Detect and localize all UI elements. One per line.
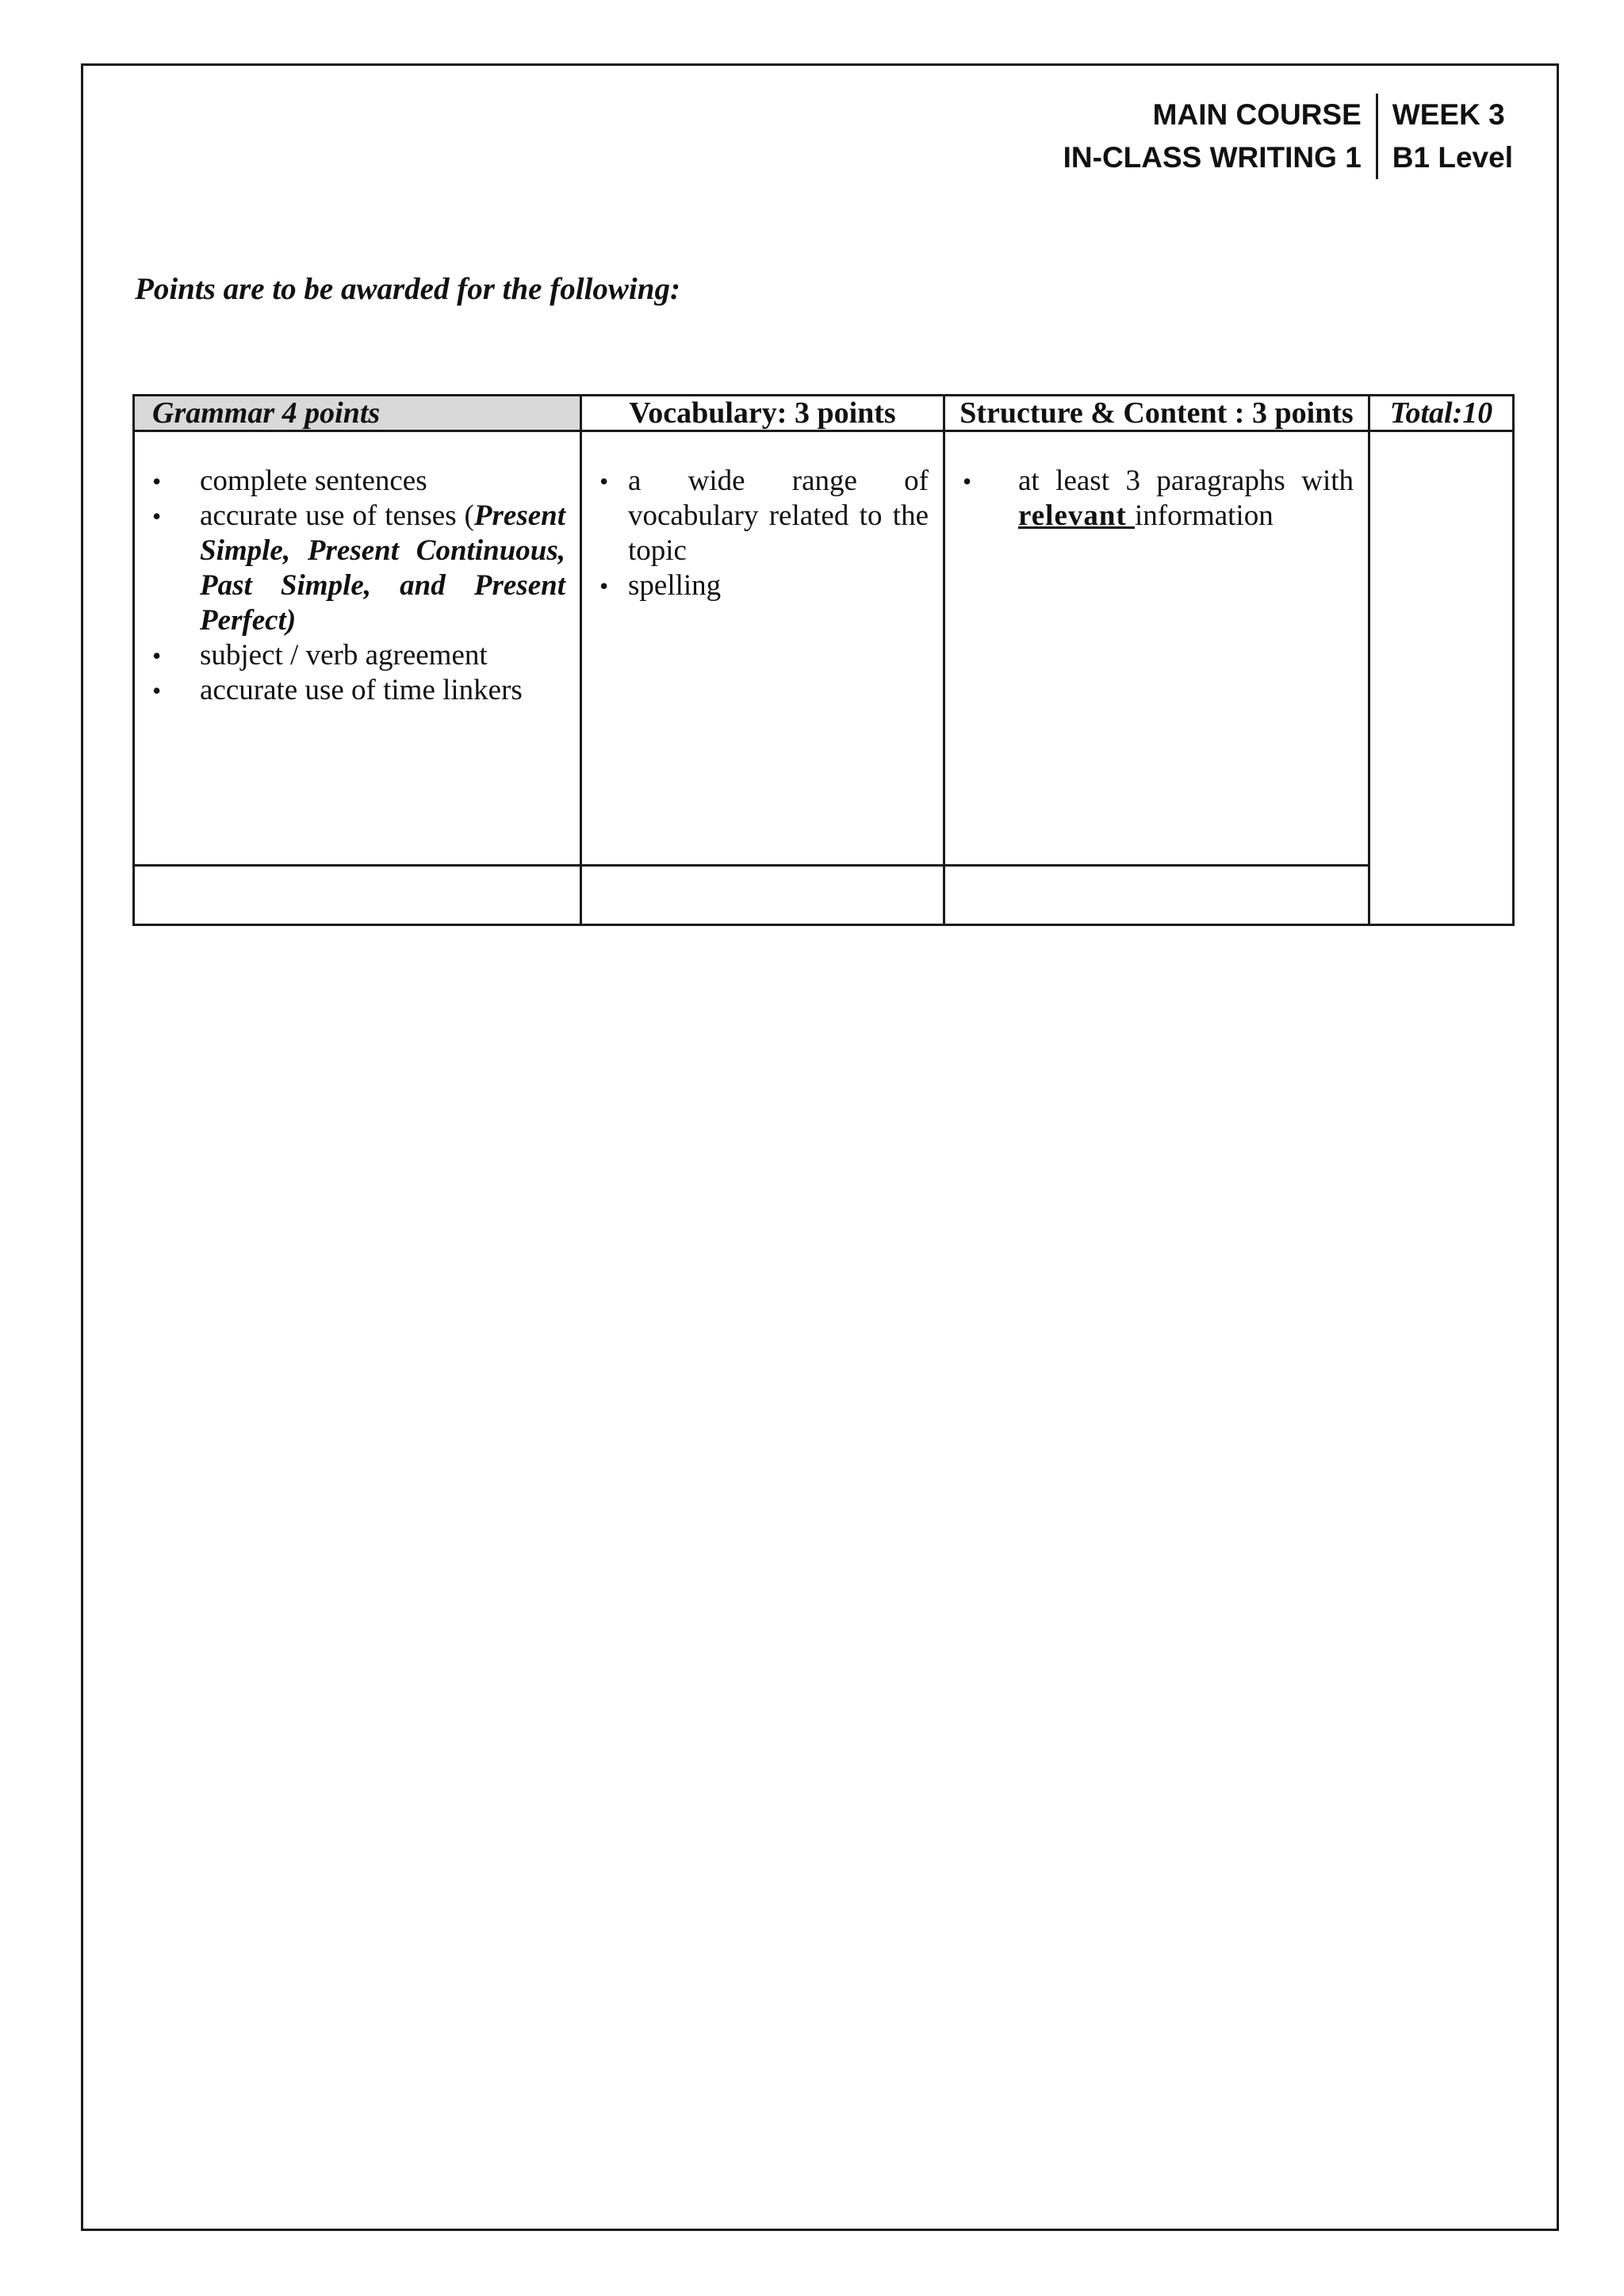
rubric-score-row bbox=[134, 866, 1514, 925]
course-name: MAIN COURSE bbox=[1152, 98, 1362, 131]
list-item: • accurate use of tenses (Present Simple, Present Continuous, Past Simple, and Present Perfect) bbox=[149, 499, 565, 638]
header-course-block bbox=[1063, 94, 1378, 179]
vocabulary-criteria-list bbox=[596, 464, 929, 603]
vocabulary-criteria-cell bbox=[581, 431, 944, 866]
structure-criteria-cell bbox=[944, 431, 1369, 866]
week-label: WEEK 3 bbox=[1392, 98, 1505, 131]
grammar-header: Grammar 4 points bbox=[134, 396, 581, 431]
page-frame bbox=[81, 63, 1559, 2231]
structure-criteria-list bbox=[959, 464, 1354, 534]
relevant-emphasis: relevant bbox=[1018, 499, 1136, 532]
document-header bbox=[1063, 94, 1513, 179]
total-score-cell[interactable] bbox=[1369, 431, 1514, 925]
vocabulary-header: Vocabulary: 3 points bbox=[581, 396, 944, 431]
rubric-criteria-row bbox=[134, 431, 1514, 866]
list-item: • complete sentences bbox=[149, 464, 565, 499]
header-week-block bbox=[1378, 94, 1513, 179]
list-item: • spelling bbox=[596, 568, 929, 603]
grammar-criteria-list bbox=[149, 464, 565, 708]
list-item: • a wide range of vocabulary related to the topic bbox=[596, 464, 929, 568]
rubric-header-row bbox=[134, 396, 1514, 431]
grammar-criteria-cell bbox=[134, 431, 581, 866]
instruction-text: Points are to be awarded for the following: bbox=[135, 272, 680, 306]
tense-list: Present Simple, Present Continuous, Past Simple, and Present Perfect) bbox=[200, 499, 565, 637]
rubric-table bbox=[132, 394, 1515, 926]
level-label: B1 Level bbox=[1392, 141, 1513, 174]
list-item: • accurate use of time linkers bbox=[149, 673, 565, 708]
structure-header: Structure & Content : 3 points bbox=[944, 396, 1369, 431]
task-name: IN-CLASS WRITING 1 bbox=[1063, 141, 1362, 174]
structure-score-cell[interactable] bbox=[944, 866, 1369, 925]
vocabulary-score-cell[interactable] bbox=[581, 866, 944, 925]
grammar-score-cell[interactable] bbox=[134, 866, 581, 925]
list-item: • subject / verb agreement bbox=[149, 638, 565, 673]
list-item: • at least 3 paragraphs with relevant information bbox=[959, 464, 1354, 534]
total-header: Total:10 bbox=[1369, 396, 1514, 431]
